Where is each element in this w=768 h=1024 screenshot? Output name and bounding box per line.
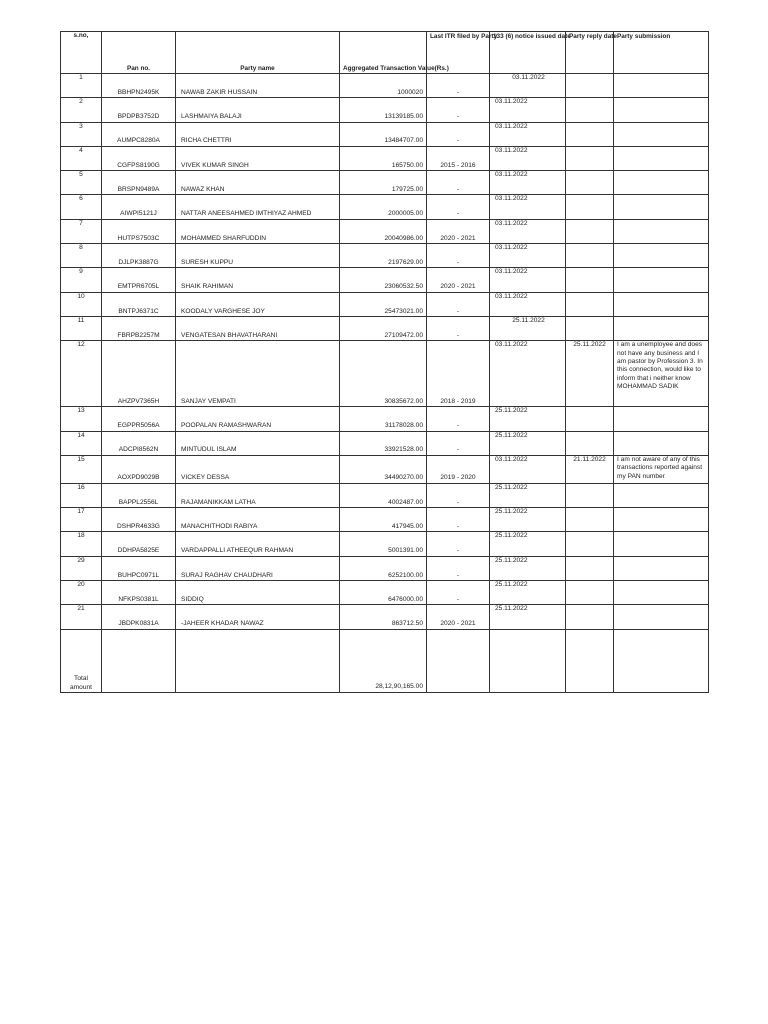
row-submission bbox=[614, 316, 709, 340]
row-submission bbox=[614, 244, 709, 268]
row-sno: 17 bbox=[61, 508, 102, 532]
total-empty-cell bbox=[566, 629, 614, 692]
table-row bbox=[61, 532, 709, 556]
row-transaction-value: 6476000.00 bbox=[340, 581, 427, 605]
table-row bbox=[61, 292, 709, 316]
row-pan: EGPPR5056A bbox=[102, 407, 176, 431]
total-value: 28,12,90,165.00 bbox=[340, 629, 427, 692]
row-reply-date bbox=[566, 532, 614, 556]
row-last-itr: 2020 - 2021 bbox=[427, 605, 490, 629]
row-sno: 11 bbox=[61, 316, 102, 340]
total-empty-cell bbox=[427, 629, 490, 692]
row-last-itr: - bbox=[427, 431, 490, 455]
table-row bbox=[61, 341, 709, 407]
row-pan: CGFPS8190G bbox=[102, 146, 176, 170]
row-notice-date: 25.11.2022 bbox=[490, 316, 566, 340]
row-sno: 13 bbox=[61, 407, 102, 431]
row-notice-date: 03.11.2022 bbox=[490, 146, 566, 170]
row-notice-date: 03.11.2022 bbox=[490, 341, 566, 407]
row-last-itr: - bbox=[427, 316, 490, 340]
row-transaction-value: 6252100.00 bbox=[340, 556, 427, 580]
row-transaction-value: 31178028.00 bbox=[340, 407, 427, 431]
header-transaction-value: Aggregated Transaction Value(Rs.) bbox=[340, 32, 427, 74]
total-empty-cell bbox=[102, 629, 176, 692]
row-party-name: POOPALAN RAMASHWARAN bbox=[176, 407, 340, 431]
row-last-itr: - bbox=[427, 407, 490, 431]
row-notice-date: 03.11.2022 bbox=[490, 292, 566, 316]
row-pan: AUMPC8280A bbox=[102, 122, 176, 146]
row-sno: 9 bbox=[61, 268, 102, 292]
row-party-name: SANJAY VEMPATI bbox=[176, 341, 340, 407]
row-reply-date bbox=[566, 431, 614, 455]
table-row bbox=[61, 556, 709, 580]
row-pan: BUHPC0971L bbox=[102, 556, 176, 580]
row-sno: 1 bbox=[61, 74, 102, 98]
row-transaction-value: 1000020 bbox=[340, 74, 427, 98]
row-party-name: VARDAPPALLI ATHEEQUR RAHMAN bbox=[176, 532, 340, 556]
row-party-name: VIVEK KUMAR SINGH bbox=[176, 146, 340, 170]
row-pan: AHZPV7365H bbox=[102, 341, 176, 407]
row-sno: 15 bbox=[61, 455, 102, 483]
row-submission bbox=[614, 98, 709, 122]
row-pan: BAPPL2556L bbox=[102, 483, 176, 507]
row-party-name: MANACHITHODI RABIYA bbox=[176, 508, 340, 532]
table-row bbox=[61, 146, 709, 170]
table-row bbox=[61, 171, 709, 195]
row-last-itr: - bbox=[427, 556, 490, 580]
table-row bbox=[61, 195, 709, 219]
row-last-itr: - bbox=[427, 508, 490, 532]
header-row bbox=[61, 32, 709, 74]
row-reply-date bbox=[566, 268, 614, 292]
row-last-itr: - bbox=[427, 581, 490, 605]
row-submission: I am not aware of any of this transactions reported against my PAN number bbox=[614, 455, 709, 483]
row-transaction-value: 13484707.00 bbox=[340, 122, 427, 146]
table-row bbox=[61, 605, 709, 629]
total-empty-cell bbox=[490, 629, 566, 692]
row-submission bbox=[614, 268, 709, 292]
row-last-itr: 2015 - 2016 bbox=[427, 146, 490, 170]
row-reply-date bbox=[566, 122, 614, 146]
header-sno: s.no, bbox=[61, 32, 102, 74]
row-notice-date: 25.11.2022 bbox=[490, 581, 566, 605]
row-pan: NFKPS0381L bbox=[102, 581, 176, 605]
row-last-itr: - bbox=[427, 244, 490, 268]
row-submission bbox=[614, 605, 709, 629]
row-pan: BBHPN2495K bbox=[102, 74, 176, 98]
row-notice-date: 03.11.2022 bbox=[490, 268, 566, 292]
table-row bbox=[61, 407, 709, 431]
row-notice-date: 03.11.2022 bbox=[490, 219, 566, 243]
row-pan: BRSPN9489A bbox=[102, 171, 176, 195]
row-party-name: KOODALY VARGHESE JOY bbox=[176, 292, 340, 316]
row-notice-date: 25.11.2022 bbox=[490, 508, 566, 532]
row-sno: 10 bbox=[61, 292, 102, 316]
row-party-name: MINTUDUL ISLAM bbox=[176, 431, 340, 455]
row-notice-date: 25.11.2022 bbox=[490, 605, 566, 629]
row-last-itr: 2018 - 2019 bbox=[427, 341, 490, 407]
row-last-itr: 2019 - 2020 bbox=[427, 455, 490, 483]
row-reply-date bbox=[566, 146, 614, 170]
row-sno: 29 bbox=[61, 556, 102, 580]
table-row bbox=[61, 431, 709, 455]
total-empty-cell bbox=[614, 629, 709, 692]
header-submission: Party submission bbox=[614, 32, 709, 74]
row-notice-date: 03.11.2022 bbox=[490, 171, 566, 195]
header-party-name: Party name bbox=[176, 32, 340, 74]
row-last-itr: 2020 - 2021 bbox=[427, 268, 490, 292]
row-reply-date bbox=[566, 581, 614, 605]
row-transaction-value: 4002487.00 bbox=[340, 483, 427, 507]
table-row bbox=[61, 98, 709, 122]
row-pan: HUTPS7503C bbox=[102, 219, 176, 243]
row-reply-date bbox=[566, 195, 614, 219]
row-submission bbox=[614, 292, 709, 316]
row-reply-date bbox=[566, 556, 614, 580]
row-submission bbox=[614, 556, 709, 580]
row-sno: 3 bbox=[61, 122, 102, 146]
row-last-itr: - bbox=[427, 195, 490, 219]
row-sno: 4 bbox=[61, 146, 102, 170]
row-pan: DDHPA5825E bbox=[102, 532, 176, 556]
row-submission bbox=[614, 431, 709, 455]
table-row bbox=[61, 508, 709, 532]
row-submission bbox=[614, 171, 709, 195]
row-party-name: NAWAB ZAKIR HUSSAIN bbox=[176, 74, 340, 98]
row-transaction-value: 2000005.00 bbox=[340, 195, 427, 219]
header-reply-date: Party reply date bbox=[566, 32, 614, 74]
row-sno: 2 bbox=[61, 98, 102, 122]
row-notice-date: 25.11.2022 bbox=[490, 556, 566, 580]
row-sno: 20 bbox=[61, 581, 102, 605]
row-submission bbox=[614, 407, 709, 431]
row-reply-date bbox=[566, 74, 614, 98]
row-reply-date: 25.11.2022 bbox=[566, 341, 614, 407]
row-reply-date bbox=[566, 171, 614, 195]
table-row bbox=[61, 268, 709, 292]
row-party-name: LASHMAIYA BALAJI bbox=[176, 98, 340, 122]
row-sno: 7 bbox=[61, 219, 102, 243]
header-last-itr: Last ITR filed by Party bbox=[427, 32, 490, 74]
row-pan: FBRPB2257M bbox=[102, 316, 176, 340]
table-row bbox=[61, 244, 709, 268]
row-last-itr: - bbox=[427, 74, 490, 98]
row-reply-date bbox=[566, 508, 614, 532]
row-last-itr: - bbox=[427, 292, 490, 316]
row-sno: 8 bbox=[61, 244, 102, 268]
table-row bbox=[61, 122, 709, 146]
row-transaction-value: 179725.00 bbox=[340, 171, 427, 195]
row-party-name: SURAJ RAGHAV CHAUDHARI bbox=[176, 556, 340, 580]
transactions-table bbox=[60, 31, 709, 693]
table-row bbox=[61, 74, 709, 98]
row-notice-date: 03.11.2022 bbox=[490, 98, 566, 122]
row-notice-date: 03.11.2022 bbox=[490, 74, 566, 98]
row-submission bbox=[614, 508, 709, 532]
row-last-itr: - bbox=[427, 532, 490, 556]
row-reply-date bbox=[566, 483, 614, 507]
table-row bbox=[61, 581, 709, 605]
row-notice-date: 25.11.2022 bbox=[490, 431, 566, 455]
row-submission bbox=[614, 195, 709, 219]
row-pan: BNTPJ6371C bbox=[102, 292, 176, 316]
row-reply-date bbox=[566, 98, 614, 122]
row-notice-date: 25.11.2022 bbox=[490, 532, 566, 556]
row-last-itr: - bbox=[427, 98, 490, 122]
row-transaction-value: 13139185.00 bbox=[340, 98, 427, 122]
row-notice-date: 03.11.2022 bbox=[490, 195, 566, 219]
row-notice-date: 03.11.2022 bbox=[490, 122, 566, 146]
table-row bbox=[61, 455, 709, 483]
table-row bbox=[61, 483, 709, 507]
row-notice-date: 03.11.2022 bbox=[490, 455, 566, 483]
row-notice-date: 25.11.2022 bbox=[490, 483, 566, 507]
row-submission bbox=[614, 581, 709, 605]
row-transaction-value: 30835672.00 bbox=[340, 341, 427, 407]
row-transaction-value: 417945.00 bbox=[340, 508, 427, 532]
row-notice-date: 25.11.2022 bbox=[490, 407, 566, 431]
row-transaction-value: 23060532.50 bbox=[340, 268, 427, 292]
row-pan: ADCPI8562N bbox=[102, 431, 176, 455]
row-sno: 5 bbox=[61, 171, 102, 195]
row-pan: DSHPR4633G bbox=[102, 508, 176, 532]
row-reply-date bbox=[566, 244, 614, 268]
row-transaction-value: 34490270.00 bbox=[340, 455, 427, 483]
row-transaction-value: 2197629.00 bbox=[340, 244, 427, 268]
row-transaction-value: 33921528.00 bbox=[340, 431, 427, 455]
row-party-name: -JAHEER KHADAR NAWAZ bbox=[176, 605, 340, 629]
row-sno: 18 bbox=[61, 532, 102, 556]
row-party-name: VICKEY DESSA bbox=[176, 455, 340, 483]
row-reply-date bbox=[566, 605, 614, 629]
table-row bbox=[61, 219, 709, 243]
row-party-name: SHAIK RAHIMAN bbox=[176, 268, 340, 292]
row-sno: 16 bbox=[61, 483, 102, 507]
row-submission bbox=[614, 74, 709, 98]
total-label: Total amount bbox=[61, 629, 102, 692]
total-row bbox=[61, 629, 709, 692]
row-transaction-value: 20040986.00 bbox=[340, 219, 427, 243]
row-last-itr: - bbox=[427, 122, 490, 146]
row-pan: DJLPK3887G bbox=[102, 244, 176, 268]
row-sno: 14 bbox=[61, 431, 102, 455]
row-reply-date bbox=[566, 316, 614, 340]
row-submission bbox=[614, 483, 709, 507]
row-notice-date: 03.11.2022 bbox=[490, 244, 566, 268]
row-party-name: SURESH KUPPU bbox=[176, 244, 340, 268]
row-transaction-value: 25473021.00 bbox=[340, 292, 427, 316]
row-transaction-value: 5001391.00 bbox=[340, 532, 427, 556]
row-transaction-value: 165750.00 bbox=[340, 146, 427, 170]
row-transaction-value: 863712.50 bbox=[340, 605, 427, 629]
row-party-name: SIDDIQ bbox=[176, 581, 340, 605]
row-pan: JBDPK0831A bbox=[102, 605, 176, 629]
header-notice-date: 133 (6) notice issued date bbox=[490, 32, 566, 74]
row-party-name: VENGATESAN BHAVATHARANI bbox=[176, 316, 340, 340]
row-party-name: RICHA CHETTRI bbox=[176, 122, 340, 146]
row-pan: AIWPI5121J bbox=[102, 195, 176, 219]
row-party-name: RAJAMANIKKAM LATHA bbox=[176, 483, 340, 507]
row-submission bbox=[614, 146, 709, 170]
row-last-itr: - bbox=[427, 483, 490, 507]
row-reply-date: 21.11.2022 bbox=[566, 455, 614, 483]
row-last-itr: 2020 - 2021 bbox=[427, 219, 490, 243]
row-sno: 12 bbox=[61, 341, 102, 407]
header-pan: Pan no. bbox=[102, 32, 176, 74]
row-reply-date bbox=[566, 407, 614, 431]
row-submission bbox=[614, 219, 709, 243]
row-reply-date bbox=[566, 219, 614, 243]
row-pan: EMTPR6705L bbox=[102, 268, 176, 292]
row-submission: I am a unemployee and does not have any business and I am pastor by Profession 3. In this connection, would like to inform that i neither know MOHAMMAD SADIK bbox=[614, 341, 709, 407]
row-last-itr: - bbox=[427, 171, 490, 195]
row-sno: 6 bbox=[61, 195, 102, 219]
row-pan: BPDPB3752D bbox=[102, 98, 176, 122]
row-party-name: MOHAMMED SHARFUDDIN bbox=[176, 219, 340, 243]
row-submission bbox=[614, 532, 709, 556]
row-submission bbox=[614, 122, 709, 146]
table-row bbox=[61, 316, 709, 340]
row-party-name: NATTAR ANEESAHMED IMTHIYAZ AHMED bbox=[176, 195, 340, 219]
total-empty-cell bbox=[176, 629, 340, 692]
row-party-name: NAWAZ KHAN bbox=[176, 171, 340, 195]
row-reply-date bbox=[566, 292, 614, 316]
row-sno: 21 bbox=[61, 605, 102, 629]
row-transaction-value: 27109472.00 bbox=[340, 316, 427, 340]
row-pan: AOXPD9029B bbox=[102, 455, 176, 483]
